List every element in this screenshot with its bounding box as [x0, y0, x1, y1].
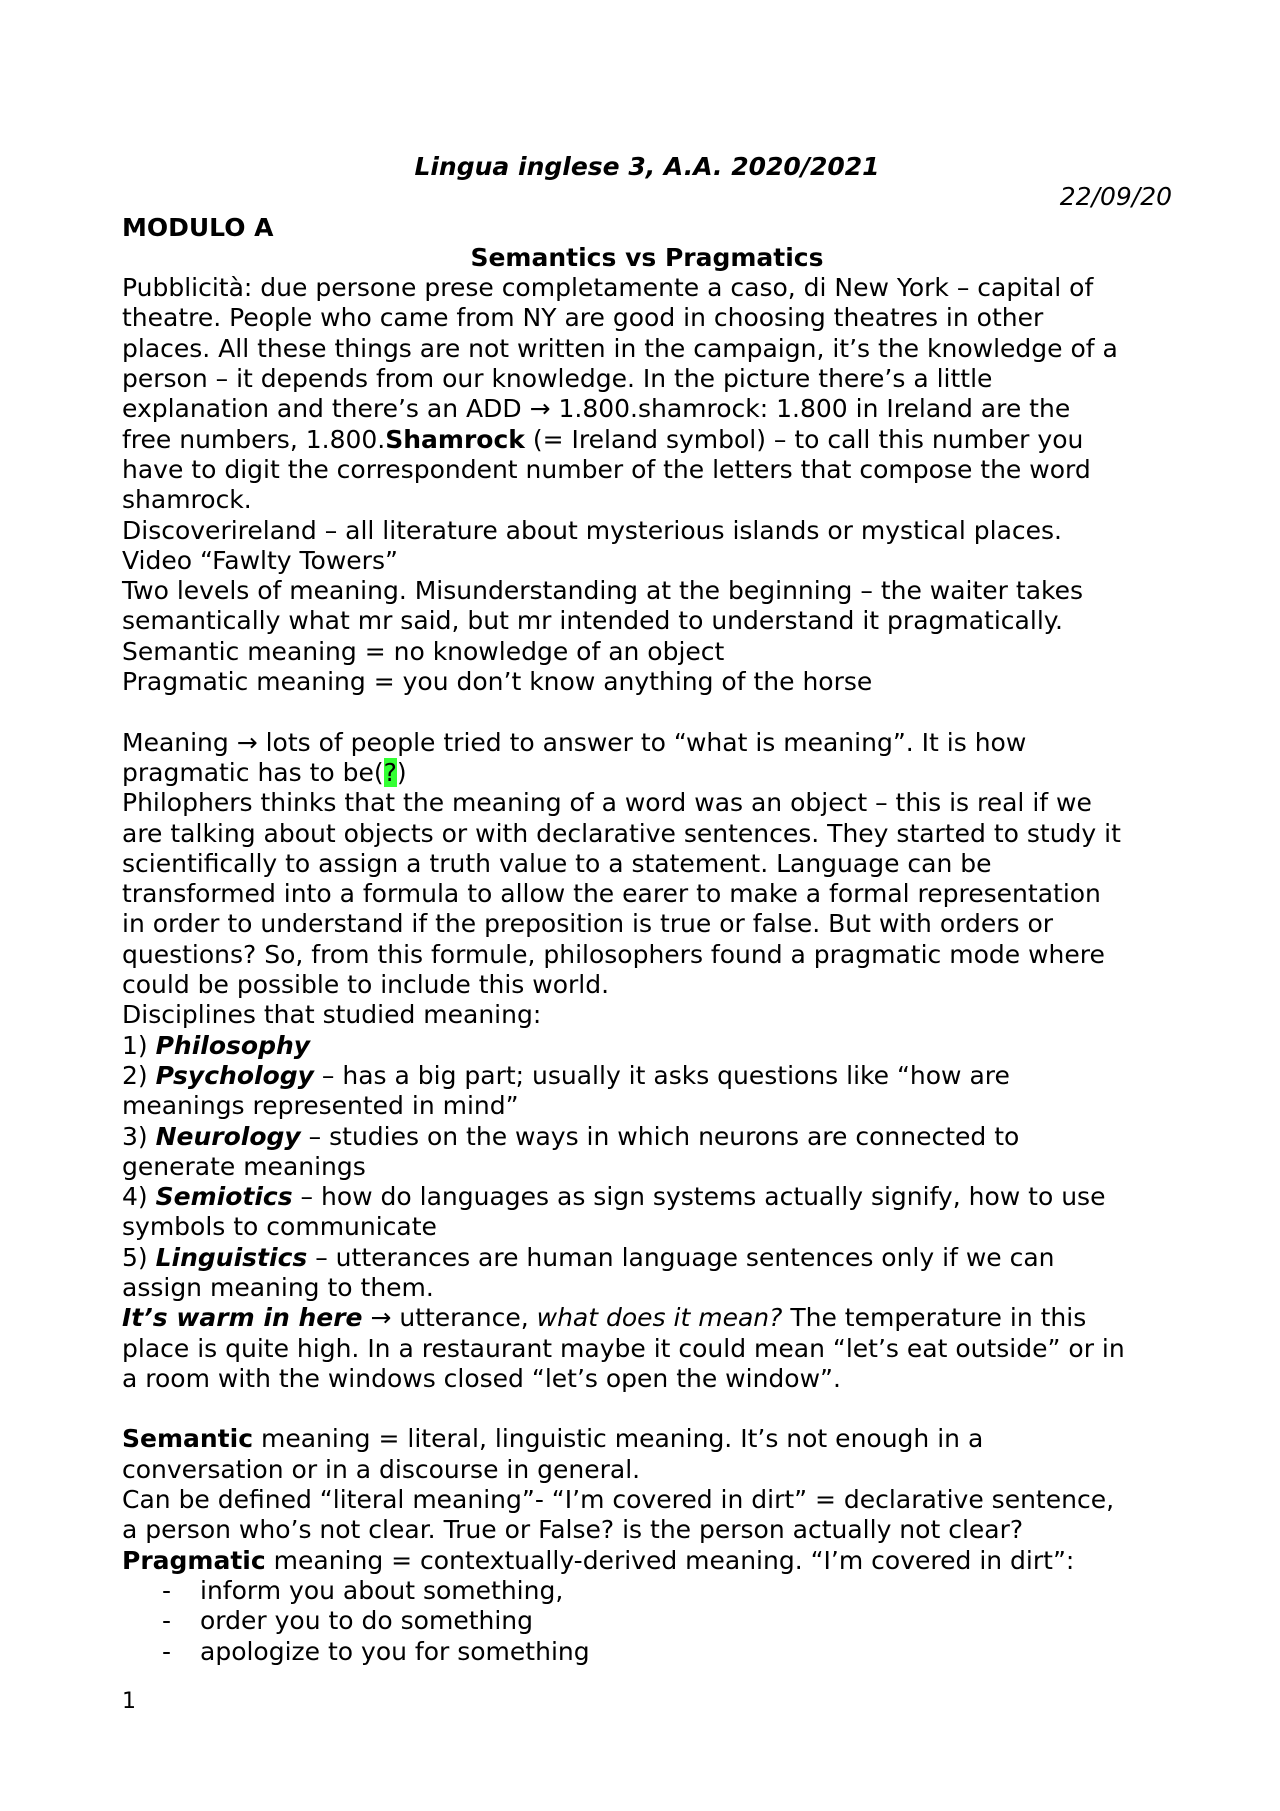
paragraph-line — [122, 758, 1172, 788]
discipline-term: Semiotics — [155, 1182, 293, 1212]
document-date: 22/09/20 — [1059, 182, 1172, 212]
text-run: ) — [396, 757, 407, 787]
item-number: 5) — [122, 1242, 156, 1272]
discipline-term: Psychology — [155, 1060, 314, 1090]
paragraph-line: a room with the windows closed “let’s open the window”. — [122, 1363, 841, 1393]
discipline-term: Linguistics — [155, 1242, 308, 1272]
discipline-item — [122, 1182, 1172, 1212]
section-title: Semantics vs Pragmatics — [470, 242, 824, 272]
paragraph-line: symbols to communicate — [122, 1212, 437, 1242]
list-item — [122, 1606, 1172, 1636]
paragraph-line: Semantic meaning = no knowledge of an object — [122, 636, 725, 666]
list-item-text: order you to do something — [200, 1606, 534, 1636]
discipline-term: Neurology — [155, 1121, 301, 1151]
paragraph-line — [122, 425, 1172, 455]
text-run: – utterances are human language sentences only if we can — [307, 1242, 1055, 1272]
text-run: pragmatic has to be( — [122, 757, 384, 787]
blank-line — [122, 1394, 1172, 1424]
example-utterance: It’s warm in here — [122, 1303, 363, 1333]
paragraph-line: scientifically to assign a truth value to a statement. Language can be — [122, 848, 992, 878]
paragraph-line: questions? So, from this formule, philosophers found a pragmatic mode where — [122, 939, 1105, 969]
discipline-item — [122, 1061, 1172, 1091]
text-run: meaning = contextually-derived meaning. “I’m covered in dirt”: — [265, 1545, 1075, 1575]
bold-term-pragmatic: Pragmatic — [122, 1545, 266, 1575]
list-item-text: inform you about something, — [200, 1575, 564, 1605]
text-run: – studies on the ways in which neurons are connected to — [300, 1121, 1020, 1151]
paragraph-line: Discoverireland – all literature about mysterious islands or mystical places. — [122, 515, 1063, 545]
paragraph-line: Meaning → lots of people tried to answer to “what is meaning”. It is how — [122, 727, 1027, 757]
bullet-list — [122, 1576, 1172, 1667]
paragraph-line: explanation and there’s an ADD → 1.800.shamrock: 1.800 in Ireland are the — [122, 394, 1071, 424]
paragraph-line: Pubblicità: due persone prese completamente a caso, di New York – capital of — [122, 273, 1094, 303]
highlighted-question-mark: ? — [383, 757, 397, 787]
discipline-term: Philosophy — [155, 1030, 311, 1060]
discipline-item — [122, 1031, 1172, 1061]
page-number: 1 — [122, 1689, 136, 1714]
paragraph-line: assign meaning to them. — [122, 1272, 434, 1302]
item-number: 3) — [122, 1121, 156, 1151]
paragraph-line — [122, 1546, 1172, 1576]
bullet-dash: - — [162, 1606, 172, 1636]
paragraph-line: places. All these things are not written in the campaign, it’s the knowledge of a — [122, 333, 1118, 363]
text-run: → utterance, — [362, 1303, 537, 1333]
item-number: 4) — [122, 1182, 156, 1212]
bold-term-semantic: Semantic — [122, 1424, 254, 1454]
list-item — [122, 1576, 1172, 1606]
document-title: Lingua inglese 3, A.A. 2020/2021 — [414, 152, 880, 181]
blank-line — [122, 697, 1172, 727]
paragraph-line: semantically what mr said, but mr intended to understand it pragmatically. — [122, 606, 1063, 636]
paragraph-line: meanings represented in mind” — [122, 1091, 519, 1121]
italic-question: what does it mean? — [536, 1303, 783, 1333]
paragraph-line: Philophers thinks that the meaning of a word was an object – this is real if we — [122, 788, 1092, 818]
document-body — [122, 152, 1172, 1667]
paragraph-line: conversation or in a discourse in general. — [122, 1454, 641, 1484]
paragraph-line: a person who’s not clear. True or False? is the person actually not clear? — [122, 1515, 1024, 1545]
discipline-item — [122, 1243, 1172, 1273]
paragraph-line: theatre. People who came from NY are good in choosing theatres in other — [122, 303, 1044, 333]
discipline-item — [122, 1122, 1172, 1152]
paragraph-line: Disciplines that studied meaning: — [122, 1000, 542, 1030]
paragraph-line: could be possible to include this world. — [122, 970, 610, 1000]
paragraph-line: generate meanings — [122, 1151, 366, 1181]
paragraph-line — [122, 1303, 1172, 1333]
paragraph-line: shamrock. — [122, 485, 252, 515]
bullet-dash: - — [162, 1575, 172, 1605]
bullet-dash: - — [162, 1636, 172, 1666]
paragraph-line: Can be defined “literal meaning”- “I’m covered in dirt” = declarative sentence, — [122, 1485, 1115, 1515]
paragraph-line: Pragmatic meaning = you don’t know anything of the horse — [122, 667, 873, 697]
paragraph-line: person – it depends from our knowledge. In the picture there’s a little — [122, 364, 993, 394]
text-run: – how do languages as sign systems actually signify, how to use — [292, 1182, 1106, 1212]
paragraph-line — [122, 1424, 1172, 1454]
paragraph-line: Video “Fawlty Towers” — [122, 545, 398, 575]
text-run: The temperature in this — [782, 1303, 1087, 1333]
module-heading: MODULO A — [122, 212, 274, 242]
paragraph-line: in order to understand if the preposition is true or false. But with orders or — [122, 909, 1054, 939]
paragraph-line: are talking about objects or with declarative sentences. They started to study it — [122, 818, 1121, 848]
list-item — [122, 1637, 1172, 1667]
bold-term-shamrock: Shamrock — [385, 424, 525, 454]
paragraph-line: transformed into a formula to allow the earer to make a formal representation — [122, 879, 1101, 909]
text-run: (= Ireland symbol) – to call this number you — [524, 424, 1084, 454]
text-run: free numbers, 1.800. — [122, 424, 386, 454]
list-item-text: apologize to you for something — [200, 1636, 590, 1666]
item-number: 2) — [122, 1060, 156, 1090]
item-number: 1) — [122, 1030, 156, 1060]
paragraph-line: Two levels of meaning. Misunderstanding at the beginning – the waiter takes — [122, 576, 1084, 606]
text-run: meaning = literal, linguistic meaning. It’s not enough in a — [253, 1424, 984, 1454]
paragraph-line: place is quite high. In a restaurant maybe it could mean “let’s eat outside” or in — [122, 1333, 1125, 1363]
text-run: – has a big part; usually it asks questions like “how are — [313, 1060, 1010, 1090]
paragraph-line: have to digit the correspondent number of the letters that compose the word — [122, 454, 1091, 484]
